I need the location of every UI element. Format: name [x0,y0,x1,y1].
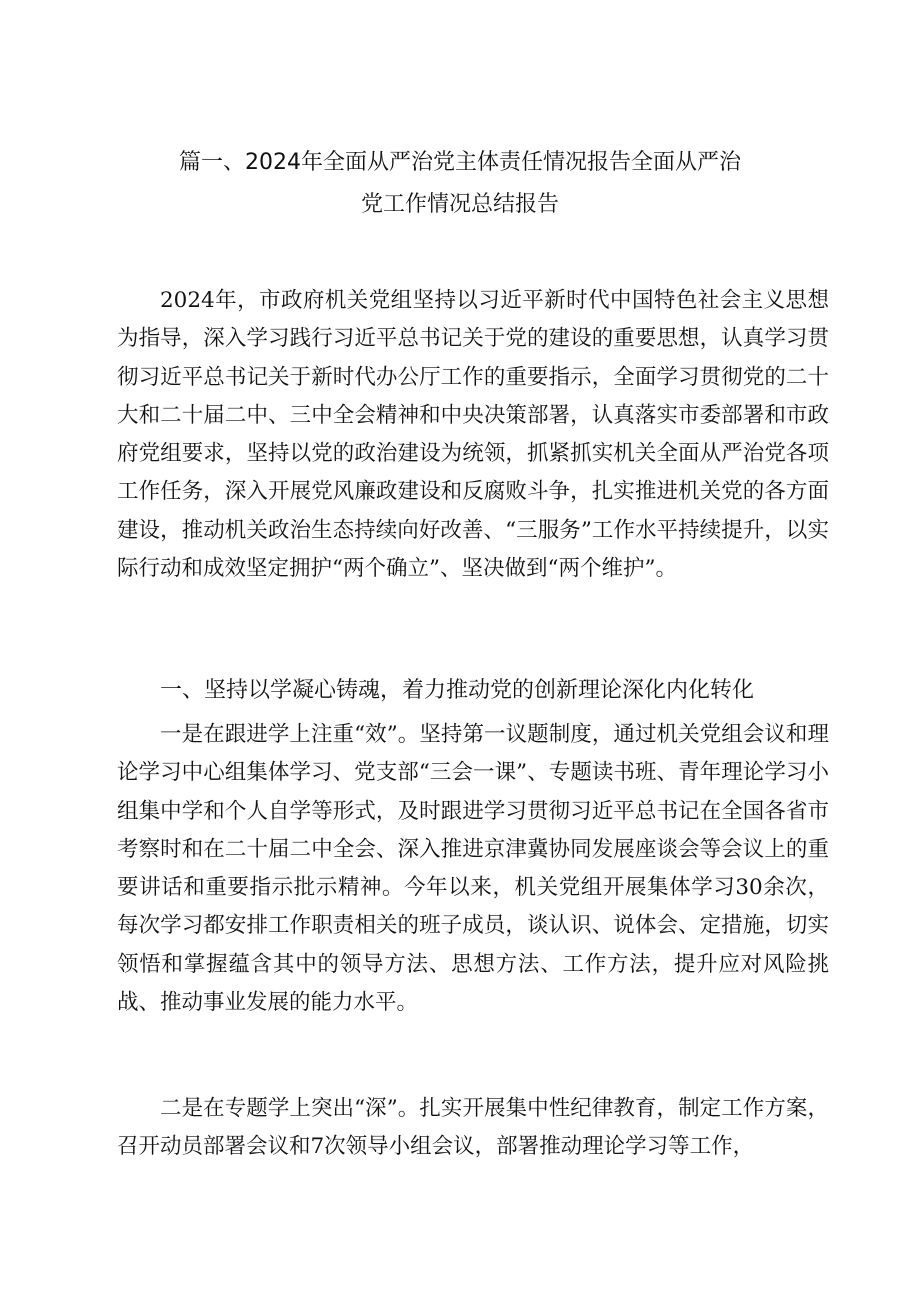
document-title-line-2: 党工作情况总结报告 [360,192,559,217]
section-1-paragraph-2: 二是在专题学上突出“深”。扎实开展集中性纪律教育，制定工作方案，召开动员部署会议和7次领导小组会议，部署推动理论学习等工作， [117,1096,829,1160]
intro-paragraph: 2024年，市政府机关党组坚持以习近平新时代中国特色社会主义思想为指导，深入学习践行习近平总书记关于党的建设的重要思想，认真学习贯彻习近平总书记关于新时代办公厅工作的重要指示，全面学习贯彻党的二十大和二十届二中、三中全会精神和中央决策部署，认真落实市委部署和市政府党组要求，坚持以党的政治建设为统领，抓紧抓实机关全面从严治党各项工作任务，深入开展党风廉政建设和反腐败斗争，扎实推进机关党的各方面建设，推动机关政治生态持续向好改善、“三服务”工作水平持续提升，以实际行动和成效坚定拥护“两个确立”、坚决做到“两个维护”。 [117,288,829,582]
section-1-heading: 一、坚持以学凝心铸魂，着力推动党的创新理论深化内化转化 [160,678,755,703]
section-1-paragraph-1: 一是在跟进学上注重“效”。坚持第一议题制度，通过机关党组会议和理论学习中心组集体学习、党支部“三会一课”、专题读书班、青年理论学习小组集中学和个人自学等形式，及时跟进学习贯彻习近平总书记在全国各省市考察时和在二十届二中全会、深入推进京津冀协同发展座谈会等会议上的重要讲话和重要指示批示精神。今年以来，机关党组开展集体学习30余次，每次学习都安排工作职责相关的班子成员，谈认识、说体会、定措施，切实领悟和掌握蕴含其中的领导方法、思想方法、工作方法，提升应对风险挑战、推动事业发展的能力水平。 [117,722,829,1016]
document-title-line-1: 篇一、2024年全面从严治党主体责任情况报告全面从严治 [179,150,741,175]
